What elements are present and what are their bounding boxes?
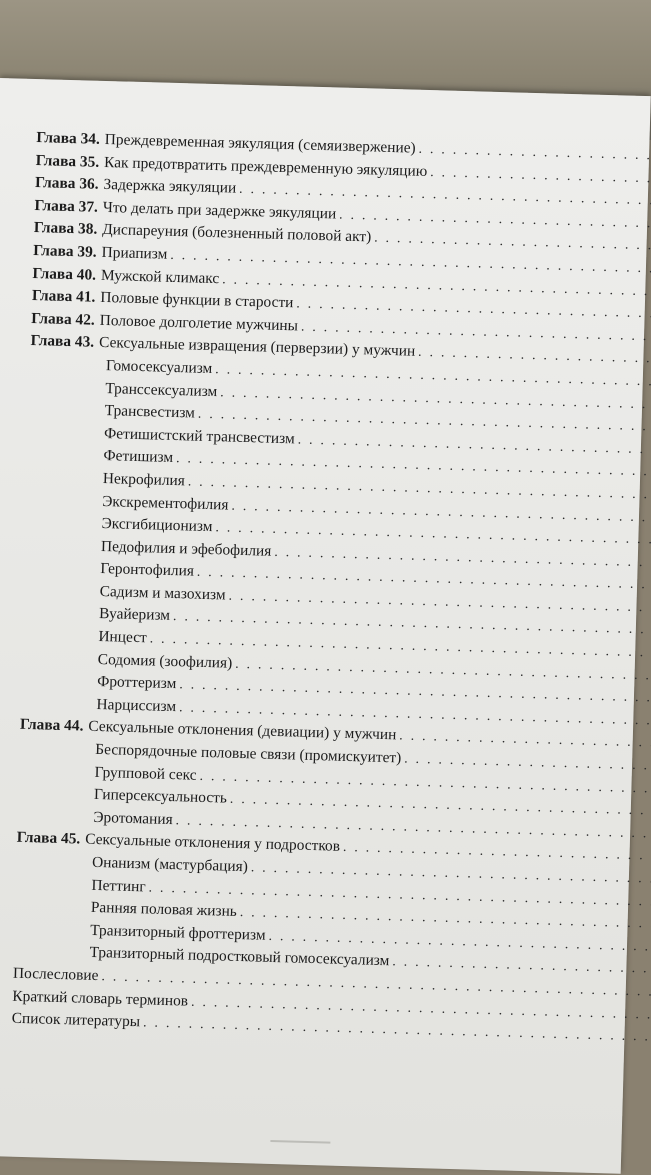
chapter-title: Задержка эякуляции — [103, 176, 237, 197]
chapter-title: Содомия (зоофилия) — [97, 650, 233, 672]
chapter-title: Список литературы — [11, 1009, 141, 1031]
chapter-title: Что делать при задержке эякуляции — [102, 198, 337, 223]
chapter-title: Сексуальные отклонения у подростков — [85, 831, 341, 856]
chapter-title: Петтинг — [91, 876, 146, 895]
chapter-title: Экскрементофилия — [101, 492, 229, 514]
chapter-title: Нарциссизм — [96, 695, 177, 716]
chapter-title: Вуайеризм — [98, 605, 171, 625]
chapter-number: Глава 35. — [35, 151, 100, 171]
chapter-title: Эротомания — [93, 808, 173, 828]
chapter-title: Фетишистский трансвестизм — [103, 424, 296, 448]
chapter-title: Групповой секс — [94, 763, 197, 784]
chapter-number: Глава 44. — [19, 716, 84, 736]
chapter-title: Приапизм — [101, 243, 168, 263]
chapter-title: Сексуальные отклонения (девиации) у мужчин — [88, 718, 397, 744]
chapter-number: Глава 34. — [36, 129, 101, 148]
chapter-title: Садизм и мазохизм — [99, 582, 226, 604]
chapter-title: Онанизм (мастурбация) — [91, 853, 249, 876]
chapter-title: Преждевременная эякуляция (семяизвержение) — [104, 130, 416, 157]
chapter-title: Эксгибиционизм — [101, 515, 213, 536]
chapter-title: Беспорядочные половые связи (промискуитет) — [95, 740, 402, 767]
chapter-title: Педофилия и эфебофилия — [100, 537, 272, 560]
chapter-title: Фроттеризм — [96, 673, 177, 693]
chapter-title: Краткий словарь терминов — [12, 987, 189, 1010]
chapter-title: Послесловие — [12, 964, 99, 985]
chapter-title: Сексуальные извращения (перверзии) у мужчин — [98, 334, 416, 361]
book-page — [0, 78, 651, 1174]
chapter-number: Глава 41. — [31, 287, 96, 306]
chapter-title: Гомосексуализм — [105, 357, 213, 377]
chapter-title: Транзиторный подростковый гомосексуализм — [89, 944, 390, 970]
chapter-title: Гиперсексуальность — [93, 786, 228, 807]
chapter-title: Инцест — [98, 628, 148, 647]
chapter-title: Диспареуния (болезненный половой акт) — [102, 221, 372, 246]
chapter-title: Транзиторный фроттеризм — [90, 921, 266, 944]
table-of-contents — [11, 127, 651, 1048]
chapter-number: Глава 37. — [34, 196, 99, 216]
chapter-number: Глава 39. — [32, 241, 97, 261]
chapter-title: Транссексуализм — [105, 379, 218, 400]
chapter-title: Половые функции в старости — [100, 289, 294, 312]
chapter-number: Глава 36. — [34, 174, 99, 193]
chapter-title: Мужской климакс — [100, 266, 220, 287]
toc-entry-text — [13, 963, 99, 988]
chapter-title: Фетишизм — [103, 447, 174, 467]
chapter-title: Некрофилия — [102, 469, 186, 490]
chapter-title: Трансвестизм — [104, 402, 196, 422]
chapter-title: Половое долголетие мужчины — [99, 311, 299, 335]
toc-entry-text — [11, 1008, 140, 1034]
chapter-number: Глава 45. — [16, 829, 81, 848]
page-footer-rule — [270, 1140, 330, 1144]
chapter-number: Глава 40. — [32, 264, 97, 284]
chapter-number: Глава 43. — [30, 332, 95, 352]
chapter-number: Глава 42. — [31, 309, 96, 329]
chapter-title: Ранняя половая жизнь — [90, 899, 238, 921]
chapter-number: Глава 38. — [33, 219, 98, 239]
chapter-title: Геронтофилия — [100, 560, 195, 580]
chapter-title: Как предотвратить преждевременную эякуляцию — [103, 153, 428, 180]
